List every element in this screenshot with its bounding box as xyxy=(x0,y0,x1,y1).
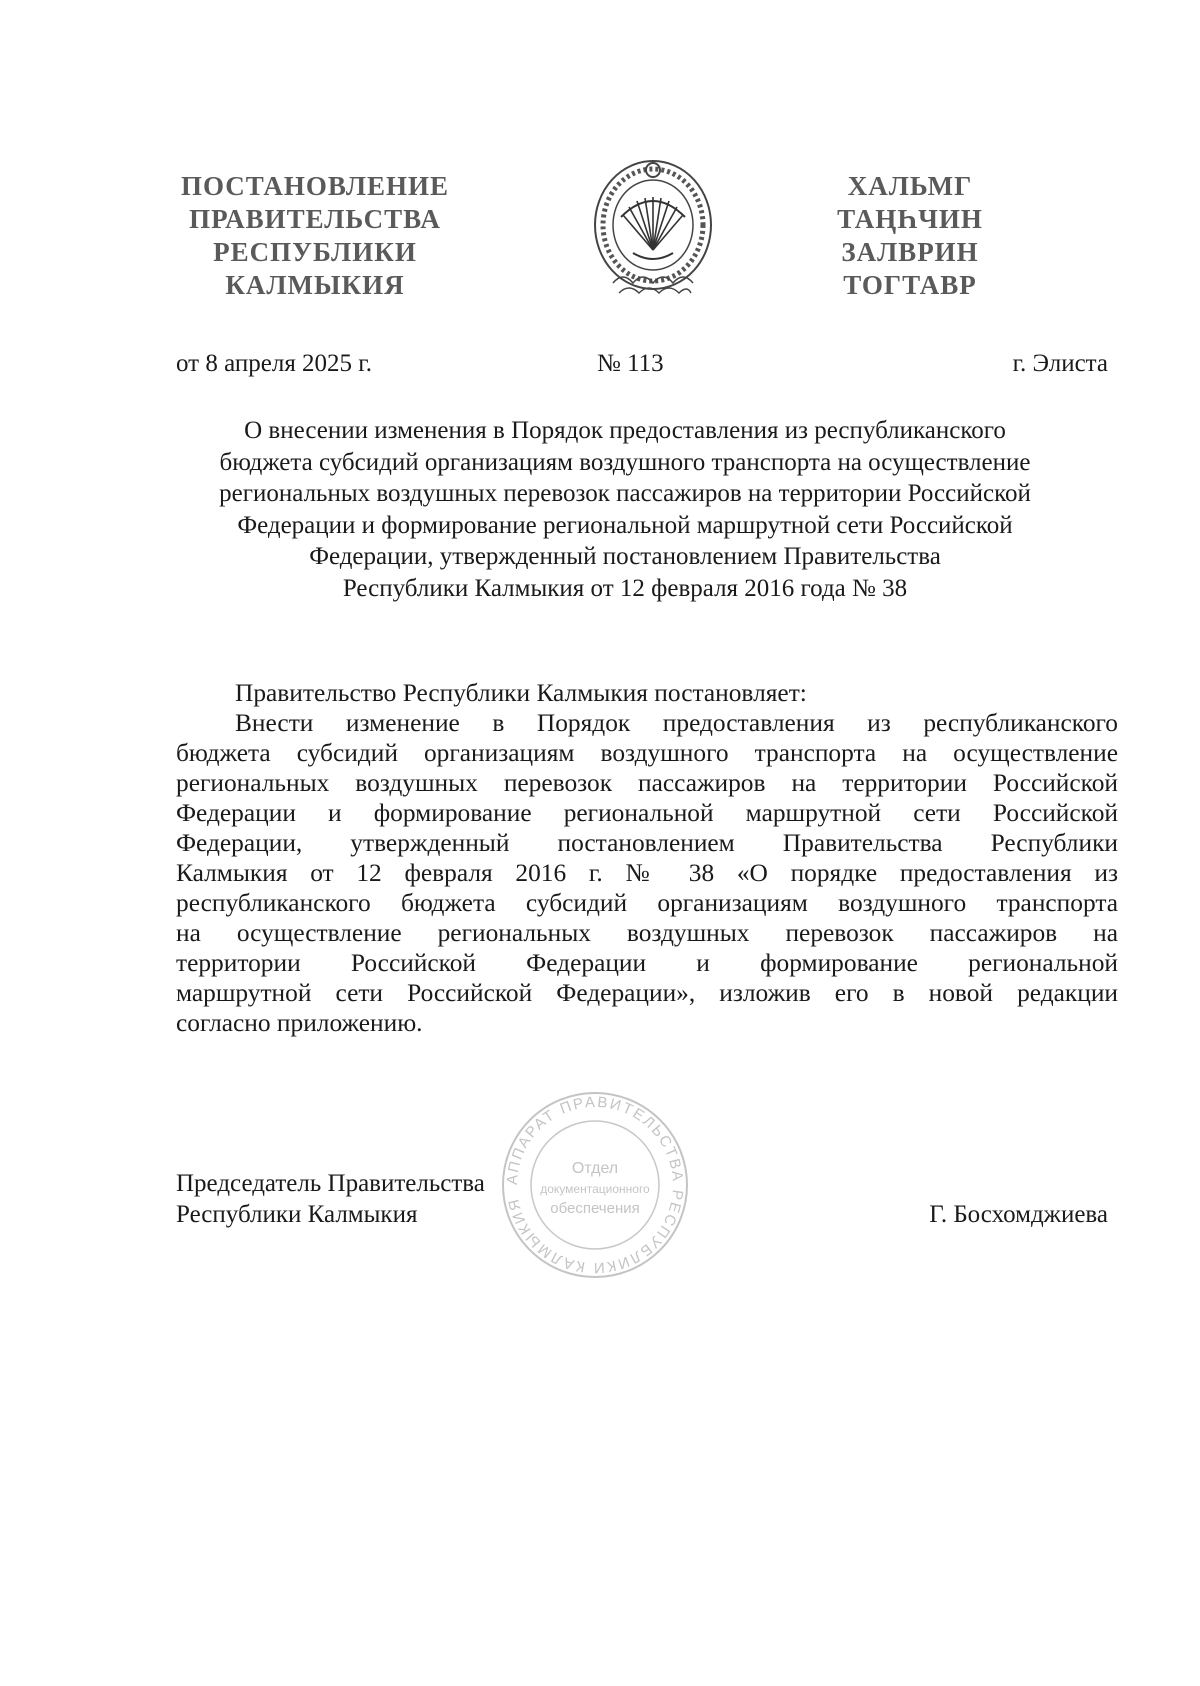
body-line: региональных воздушных перевозок пассажиров на территории Российской xyxy=(176,769,1118,797)
title-line: региональных воздушных перевозок пассажиров на территории Российской xyxy=(219,480,1031,507)
header-right-line: ТАҢҺЧИН xyxy=(837,204,983,234)
body-line: бюджета субсидий организациям воздушного транспорта на осуществление xyxy=(176,739,1118,767)
stamp-center-line: документационного xyxy=(540,1182,650,1196)
body-line: на осуществление региональных воздушных перевозок пассажиров на xyxy=(176,919,1118,947)
signature-position-line: Республики Калмыкия xyxy=(176,1201,418,1228)
header-left-title xyxy=(150,170,480,302)
body-line: Федерации, утвержденный постановлением Правительства Республики xyxy=(176,829,1118,857)
official-stamp xyxy=(495,1085,695,1285)
stamp-center-line: Отдел xyxy=(571,1160,619,1177)
body-line: Федерации и формирование региональной маршрутной сети Российской xyxy=(176,799,1118,827)
header-right-line: ХАЛЬМГ xyxy=(847,171,973,201)
title-line: Федерации и формирование региональной маршрутной сети Российской xyxy=(237,511,1013,539)
signature-name: Г. Босхомджиева xyxy=(929,1201,1108,1228)
body-line: согласно приложению. xyxy=(176,1009,423,1037)
kalmykia-coat-of-arms-icon xyxy=(583,155,723,305)
title-line: бюджета субсидий организациям воздушного транспорта на осуществление xyxy=(219,448,1031,476)
header-left-line: РЕСПУБЛИКИ xyxy=(213,237,417,267)
document-city: г. Элиста xyxy=(1012,350,1108,377)
header-right-line: ЗАЛВРИН xyxy=(841,237,979,267)
stamp-center-line: обеспечения xyxy=(550,1200,640,1217)
stamp-ring-text: АППАРАТ ПРАВИТЕЛЬСТВА РЕСПУБЛИКИ КАЛМЫКИЯ xyxy=(503,1093,687,1277)
body-line: республиканского бюджета субсидий организациям воздушного транспорта xyxy=(176,889,1118,917)
document-body xyxy=(176,678,1118,1038)
body-line: территории Российской Федерации и формирование региональной xyxy=(176,949,1118,977)
body-preamble: Правительство Республики Калмыкия постановляет: xyxy=(235,679,807,707)
header-right-line: ТОГТАВР xyxy=(843,270,977,300)
signature-position-line: Председатель Правительства xyxy=(176,1170,485,1197)
title-line: Федерации, утвержденный постановлением Правительства xyxy=(309,543,941,570)
title-line: О внесении изменения в Порядок предоставления из республиканского xyxy=(244,417,1006,444)
signature-position xyxy=(176,1168,485,1230)
header-left-line: ПОСТАНОВЛЕНИЕ xyxy=(180,171,450,201)
title-line: Республики Калмыкия от 12 февраля 2016 года № 38 xyxy=(342,574,908,602)
body-line: Внести изменение в Порядок предоставления из республиканского xyxy=(235,709,1118,737)
header-right-title xyxy=(770,170,1050,302)
document-date: от 8 апреля 2025 г. xyxy=(176,350,372,377)
header-left-line: КАЛМЫКИЯ xyxy=(225,270,405,300)
header-left-line: ПРАВИТЕЛЬСТВА xyxy=(189,204,441,234)
body-line: маршрутной сети Российской Федерации», изложив его в новой редакции xyxy=(176,979,1118,1007)
document-title xyxy=(160,415,1090,604)
document-number: № 113 xyxy=(597,350,664,377)
body-line: Калмыкия от 12 февраля 2016 г. № 38 «О порядке предоставления из xyxy=(176,859,1118,887)
